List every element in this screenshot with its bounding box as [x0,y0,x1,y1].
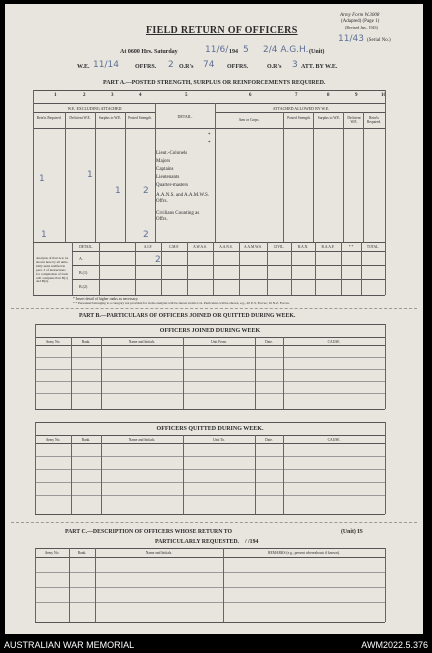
header-reints-right: Rein'ts Required. [366,116,382,124]
quitted-date: Date. [265,438,273,442]
rule [101,435,102,514]
we-excluding-attached: W.E. EXCLUDING ATTACHED. [67,106,123,111]
rule [35,422,36,514]
joined-army-no: Army No. [45,340,61,344]
analysis-awas: A.W.A.S. [193,245,207,249]
pencil-mark: 1 [41,230,47,240]
rule [155,103,156,242]
form-title: FIELD RETURN OF OFFICERS [146,25,298,36]
offrs2-label: OFFRS. [227,64,249,70]
rule [215,103,216,242]
part-c-requested: PARTICULARLY REQUESTED. [155,539,239,545]
quitted-name: Name and Initials. [128,438,156,442]
rule [71,337,72,409]
rule [223,548,224,622]
rule [35,495,385,496]
rule [315,242,316,295]
rule [361,242,362,295]
rule [95,548,96,622]
rule [343,112,344,242]
asterisk-mark: * [208,133,211,138]
rule [101,337,102,409]
part-a-heading: PART A.—POSTED STRENGTH, SURPLUS OR REINFORCEMENTS REQUIRED. [103,80,326,86]
rule [35,548,36,622]
joined-rank: Rank. [81,340,91,344]
header-reints: Rein'ts Required. [36,116,62,120]
quitted-rank: Rank. [81,438,91,442]
rule [72,251,385,252]
rule [239,242,240,295]
pencil-mark: 1 [87,170,93,180]
year-label: 194 [229,49,238,55]
rule [135,242,136,295]
rule [35,456,385,457]
part-b-heading: PART B.—PARTICULARS OF OFFICERS JOINED OR QUITTED DURING WEEK. [79,313,296,319]
detail-header: DETAIL. [177,114,193,119]
header-posted: Posted Strength. [128,116,152,120]
footer-accession: AWM2022.5.376 [361,640,428,650]
rule [35,482,385,483]
ors2-handwritten: 3 [292,60,298,70]
rule [35,514,385,515]
rule [35,572,385,573]
part-c-unit-is: (Unit) IS [341,529,363,535]
rule [33,90,34,295]
ors-handwritten: 74 [203,60,215,70]
rule [72,242,73,295]
header-arm-corps: Arm or Corps. [238,118,260,122]
joined-date: Date. [265,340,273,344]
rule [255,337,256,409]
pencil-mark: 1 [39,174,45,184]
rule [35,557,385,558]
rank-qm: Quarter-masters [156,183,189,188]
rank-lieutenants: Lieutenants [156,175,180,180]
analysis-row-b2: B.(2) [79,284,88,289]
rule [213,242,214,295]
part-c-rank: Rank. [77,551,87,555]
col-number: 4 [139,93,142,98]
rank-aans: A.A.N.S. and A.A.M.W.S. Offrs. [156,193,210,204]
joined-name: Name and Initials. [128,340,156,344]
rule [215,112,385,113]
header-surplus-right: Surplus to W.E. [317,116,341,120]
unit-handwritten: 2/4 A.G.H. [263,45,309,55]
rule [283,435,284,514]
army-form-number: Army Form W.3008 [340,13,380,18]
pencil-mark: 1 [115,186,121,196]
date-handwritten: 11/6/ [205,45,229,55]
unit-label: (Unit) [309,49,325,55]
serial-handwritten: 11/43 [338,34,364,44]
rule [33,103,385,104]
rule [33,112,155,113]
analysis-civil: CIVIL. [273,245,285,249]
army-form-revised: (Revised Jan., 1943) [345,25,378,30]
rank-captains: Captains [156,167,174,172]
separator [11,308,417,309]
quitted-unit-to: Unit To. [213,438,225,442]
serial-label: (Serial No.) [367,38,391,43]
rank-civilians: Civilians Counting as Offrs. [156,211,200,222]
joined-unit-from: Unit From. [211,340,227,344]
form-sheet [5,4,423,634]
rule [35,548,385,549]
rule [35,409,385,410]
col-number: 5 [185,93,188,98]
rule [71,435,72,514]
analysis-cmf: C.M.F. [169,245,179,249]
rule [35,393,385,394]
col-number: 10 [381,93,386,98]
rule [33,242,385,243]
rule [267,242,268,295]
rule [283,337,284,409]
rule [35,443,385,444]
analysis-pencil: 2 [155,255,161,265]
rule [35,602,385,603]
header-posted-right: Posted Strength. [287,116,311,120]
analysis-row-b1: B.(1) [79,270,88,275]
analysis-aamws: A.A.M.W.S. [244,245,262,249]
attached-allowed: ATTACHED ALLOWED BY W.E. [272,106,330,111]
analysis-detail: DETAIL. [79,245,93,249]
part-c-requested-date: / /194 [245,539,259,545]
footnote-2: * * Personnel belonging to a category not provided for in the analysis will be shown in this Col. Particulars will be shown, e.g., 20 U.S. Forces; 10 N.Z. Forces. [73,301,290,305]
rule [385,548,386,622]
col-number: 2 [83,93,86,98]
rule [283,112,284,242]
rule [255,435,256,514]
analysis-aans: A.A.N.S. [219,245,233,249]
analysis-ran: R.A.N. [297,245,309,249]
we-label: W.E. [77,64,90,70]
rank-majors: Majors [156,159,171,164]
rule [291,242,292,295]
rule [125,112,126,242]
col-number: 9 [355,93,358,98]
rule [183,337,184,409]
col-number: 8 [327,93,330,98]
rule [385,422,386,514]
joined-cause: CAUSE. [327,340,341,344]
rule [35,357,385,358]
offrs-label: OFFRS. [135,64,157,70]
rule [33,295,385,296]
rule [35,622,385,623]
rule [187,242,188,295]
rule [35,369,385,370]
rule [35,337,385,338]
rule [65,112,66,242]
analysis-total: TOTAL. [366,245,380,249]
rule [33,128,385,129]
footnote-1: * Insert detail of higher ranks as necessary. [73,297,139,301]
quitted-cause: CAUSE. [327,438,341,442]
rule [33,90,385,91]
header-surplus: Surplus to W.E. [98,116,122,120]
part-c-remarks: REMARKS (e.g., present whereabouts if known). [268,551,340,555]
rule [35,435,385,436]
rule [72,279,385,280]
header-deficient-right: Deficient W.E. [347,116,361,124]
rule [35,324,385,325]
rule [183,435,184,514]
analysis-raaf: R.A.A.F. [321,245,335,249]
we-handwritten: 11/14 [93,60,119,70]
at-hours-label: At 0600 Hrs. Saturday [120,49,178,55]
rule [385,90,386,295]
quitted-heading: OFFICERS QUITTED DURING WEEK. [156,426,264,432]
army-form-adapted: (Adapted) (Page 1) [341,19,380,24]
pencil-mark: 2 [143,230,149,240]
col-number: 1 [54,93,57,98]
asterisk-mark: * [208,141,211,146]
col-number: 6 [249,93,252,98]
analysis-aif: A.I.F. [143,245,153,249]
part-c-heading: PART C.—DESCRIPTION OF OFFICERS WHOSE RETURN TO [65,529,233,535]
att-label: ATT. BY W.E. [301,64,338,70]
ors2-label: O.R's [267,64,282,70]
rule [95,112,96,242]
analysis-note: Analysis of Part A to be shown here by all units. Only units notified in para. 3 of instructions for compilation of form will complete Part B(1) and B(2). [36,256,69,284]
rule [35,381,385,382]
rule [69,548,70,622]
rank-lt-col: Lieut.-Colonels [156,151,188,156]
offrs-handwritten: 2 [168,60,174,70]
rule [35,324,36,409]
part-c-army-no: Army No. [44,551,60,555]
rule [385,324,386,409]
separator [11,522,417,523]
rule [35,469,385,470]
part-c-name: Name and Initials. [145,551,173,555]
rule [35,587,385,588]
analysis-other: * * [348,245,354,249]
ors-label: O.R's [179,64,194,70]
rule [35,422,385,423]
header-deficient: Deficient W.E. [69,116,91,120]
footer-institution: AUSTRALIAN WAR MEMORIAL [4,640,135,650]
col-number: 7 [295,93,298,98]
col-number: 3 [111,93,114,98]
rule [161,242,162,295]
rule [99,242,100,295]
pencil-mark: 2 [143,186,149,196]
rule [363,112,364,242]
rule [72,265,385,266]
rule [35,345,385,346]
year-handwritten: 5 [243,45,249,55]
rule [341,242,342,295]
joined-heading: OFFICERS JOINED DURING WEEK [159,328,261,334]
quitted-army-no: Army No. [45,438,61,442]
rule [313,112,314,242]
analysis-row-a: A. [79,256,83,261]
